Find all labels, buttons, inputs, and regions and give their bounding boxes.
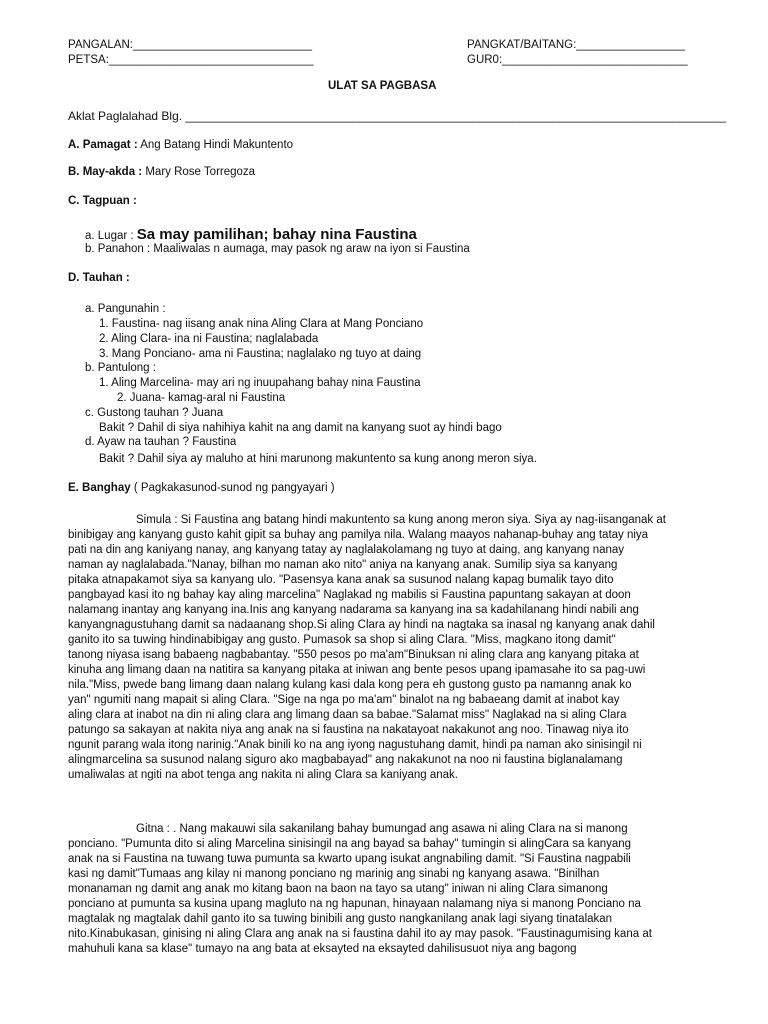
banghay-row <box>68 483 335 495</box>
list-item: 1. Aling Marcelina- may ari ng inuupahang bahay nina Faustina <box>99 377 421 389</box>
ayaw-tauhan: d. Ayaw na tauhan ? Faustina <box>85 436 237 448</box>
list-item: 1. Faustina- nag iisang anak nina Aling Clara at Mang Ponciano <box>99 318 424 330</box>
petsa-field: PETSA:________________________________ <box>68 54 314 66</box>
paragraph-line: nito.Kinabukasan, ginising ni aling Clara ang anak na si faustina dahil ito ay may pasok. "Faustinagumising kana at <box>68 928 652 940</box>
paragraph-line: kasi ng damit"Tumaas ang kilay ni manong ponciano ng marinig ang sinabi ng kanyang asawa. "Binilhan <box>68 868 600 880</box>
pamagat-label: A. Pamagat : <box>68 139 138 151</box>
lugar-label: a. Lugar : <box>85 230 134 242</box>
pamagat-row <box>68 140 293 152</box>
list-item: 2. Aling Clara- ina ni Faustina; naglalabada <box>99 333 319 345</box>
paragraph-line: ponciano at pumunta sa kusina upang magluto na ng hapunan, hinayaan nalamang niya si manong Ponciano na <box>68 898 641 910</box>
paragraph-line: naman ay naglalabada."Nanay, bilhan mo naman ako nito" aniya na kanyang anak. Sumilip siya sa kanyang <box>68 559 618 571</box>
paragraph-line: pati na din ang kaniyang nanay, ang kanyang tatay ay naglalakolamang ng tuyo at daing, ang kanyang nanay <box>68 544 625 556</box>
pamagat-value: Ang Batang Hindi Makuntento <box>140 139 294 151</box>
paragraph-line: magtalak ng magtalak dahil ganto ito sa tuwing binibili ang gusto nangkanilang anak lagi siyang tinatalakan <box>68 913 613 925</box>
pangalan-field: PANGALAN:____________________________ <box>68 39 313 51</box>
paragraph-line: pitaka atnapakamot siya sa kanyang ulo. "Pasensya kana anak sa susunod nalang kapag bumalik tayo dito <box>68 574 614 586</box>
lugar-row <box>85 227 417 243</box>
paragraph-line: yan" ngumiti nang mapait si aling Clara. "Sige na nga po ma'am" binalot na ng babaeang damit at inabot kay <box>68 694 620 706</box>
ayaw-bakit: Bakit ? Dahil siya ay maluho at hini marunong makuntento sa kung anong meron siya. <box>99 453 537 465</box>
tagpuan-label: C. Tagpuan : <box>68 195 137 207</box>
list-item: 3. Mang Ponciano- ama ni Faustina; naglalako ng tuyo at daing <box>99 348 422 360</box>
paragraph-line: kanyangnagustuhang damit sa nadaanang shop.Si aling Clara ay hindi na nagtaka sa inasal ng kanyang anak dahil <box>68 619 655 631</box>
paragraph-line: Simula : Si Faustina ang batang hindi makuntento sa kung anong meron siya. Siya ay nag-iisanganak at <box>136 514 666 526</box>
mayakda-row <box>68 167 255 179</box>
mayakda-label: B. May-akda : <box>68 166 143 178</box>
mayakda-value: Mary Rose Torregoza <box>145 166 256 178</box>
paragraph-line: kinuha ang limang daan na natitira sa kanyang pitaka at iniwan ang bente pesos upang ipamasahe ito sa pag-uwi <box>68 664 646 676</box>
paragraph-line: nalamang inantay ang kanyang ina.Inis ang kanyang nadarama sa kanyang ina sa kadahilanang hindi nabili ang <box>68 604 639 616</box>
tauhan-label: D. Tauhan : <box>68 272 130 284</box>
list-item: 2. Juana- kamag-aral ni Faustina <box>117 392 286 404</box>
paragraph-line: Gitna : . Nang makauwi sila sakanilang bahay bumungad ang asawa ni aling Clara na si manong <box>136 823 628 835</box>
banghay-label: E. Banghay <box>68 482 131 494</box>
lugar-value: Sa may pamilihan; bahay nina Faustina <box>136 226 417 243</box>
pangunahin-label: a. Pangunahin : <box>85 303 166 315</box>
gusto-bakit: Bakit ? Dahil di siya nahihiya kahit na ang damit na kanyang suot ay hindi bago <box>99 422 502 434</box>
paragraph-line: binibigay ang kanyang gusto kahit gipit sa buhay ang pamilya nila. Walang maayos nahanap-buhay ang tatay niya <box>68 529 649 541</box>
paragraph-line: ngunit parang wala itong narinig."Anak binili ko na ang iyong nagustuhang damit, hindi pa naman ako sinisingil ni <box>68 739 642 751</box>
pantulong-label: b. Pantulong : <box>85 362 156 374</box>
paragraph-line: alingmarcelina sa susunod nalang siguro ako magbabayad" ang nakakunot na noo ni faustina biglanalamang <box>68 754 623 766</box>
panahon-row: b. Panahon : Maaliwalas n aumaga, may pasok ng araw na iyon si Faustina <box>85 243 470 255</box>
guro-field: GUR0:_____________________________ <box>467 54 688 66</box>
paragraph-line: nila."Miss, pwede bang limang daan nalang kulang kasi dala kong pera eh gustong gusto pa namanng anak ko <box>68 679 632 691</box>
aklat-field: Aklat Paglalahad Blg. _________________________________________________________________________________ <box>68 109 726 123</box>
pangkat-field: PANGKAT/BAITANG:_________________ <box>467 39 685 51</box>
paragraph-line: ponciano. "Pumunta dito si aling Marcelina sinisingil na ang bayad sa bahay" tumingin si alingCara sa kanyang <box>68 838 632 850</box>
banghay-sub: ( Pagkakasunod-sunod ng pangyayari ) <box>133 482 335 494</box>
paragraph-line: ganito ito sa tuwing hindinabibigay ang gusto. Pumasok sa shop si aling Clara. "Miss, magkano itong damit" <box>68 634 616 646</box>
paragraph-line: aling clara at inabot na din ni aling clara ang limang daan sa babae."Salamat miss" Naglakad na si aling Clara <box>68 709 627 721</box>
paragraph-line: pangbayad kasi ito ng bahay kay aling marcelina" Naglakad ng mabilis si Faustina papuntang sakayan at doon <box>68 589 631 601</box>
paragraph-line: patungo sa sakayan at nakita niya ang anak na si faustina na nakatayoat nakakunot ang noo. Tinawag niya ito <box>68 724 629 736</box>
paragraph-line: tanong niyasa isang babaeng nagbabantay. "550 pesos po ma'am"Binuksan ni aling clara ang kanyang pitaka at <box>68 649 639 661</box>
paragraph-line: monanaman ng damit ang anak mo kitang baon na baon na tayo sa utang" iniwan ni aling Clara simanong <box>68 883 608 895</box>
page-title: ULAT SA PAGBASA <box>328 80 437 92</box>
gusto-tauhan: c. Gustong tauhan ? Juana <box>85 407 224 419</box>
paragraph-line: anak na si Faustina na tuwang tuwa pumunta sa kwarto upang isukat angnabiling damit. "Si Faustina nagpabili <box>68 853 631 865</box>
simula-paragraph <box>68 513 700 783</box>
paragraph-line: mahuhuli kana sa klase" tumayo na ang bata at eksayted na eksayted dahilisusuot niya ang bagong <box>68 943 577 955</box>
paragraph-line: umaliwalas at ngiti na abot tenga ang nakita ni aling Clara sa kaniyang anak. <box>68 769 458 781</box>
gitna-paragraph <box>68 822 700 957</box>
